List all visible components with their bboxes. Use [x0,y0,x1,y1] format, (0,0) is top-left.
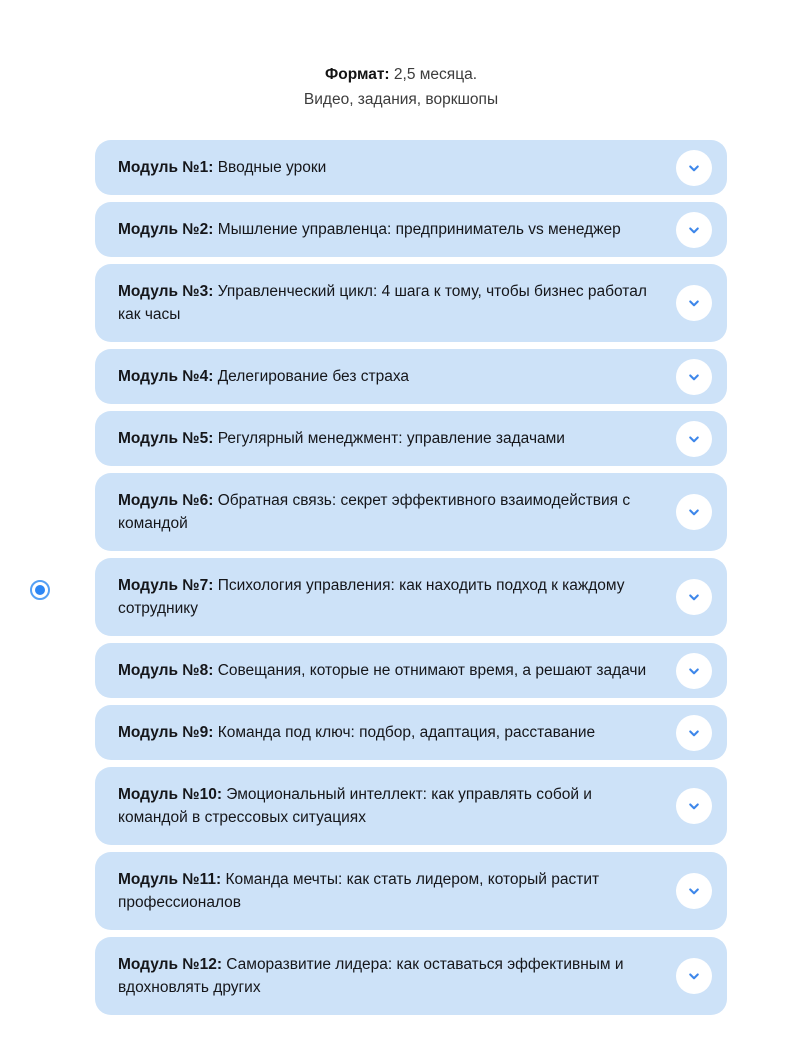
module-title-text: Мышление управленца: предприниматель vs менеджер [217,221,621,238]
module-accordion-item[interactable] [95,558,727,636]
expand-module-button[interactable] [676,212,712,248]
module-title-text: Обратная связь: секрет эффективного взаимодействия с командой [118,492,631,532]
module-title-text: Управленческий цикл: 4 шага к тому, чтобы бизнес работал как часы [118,283,647,323]
module-accordion-item[interactable] [95,643,727,698]
expand-module-button[interactable] [676,958,712,994]
module-accordion-item[interactable] [95,140,727,195]
module-title [118,365,409,388]
module-title [118,427,565,450]
module-title [118,489,657,535]
format-subtitle: Видео, задания, воркшопы [303,91,499,108]
module-number-label: Модуль №1: [118,159,214,176]
chevron-down-icon [685,588,703,606]
module-title-text: Вводные уроки [217,159,327,176]
module-title [118,218,621,241]
expand-module-button[interactable] [676,873,712,909]
module-number-label: Модуль №6: [118,492,214,509]
module-title [118,280,657,326]
module-accordion-item[interactable] [95,937,727,1015]
chevron-down-icon [685,882,703,900]
module-accordion-item[interactable] [95,705,727,760]
expand-module-button[interactable] [676,653,712,689]
expand-module-button[interactable] [676,150,712,186]
expand-module-button[interactable] [676,715,712,751]
module-title [118,783,657,829]
module-title [118,721,595,744]
module-title [118,574,657,620]
chevron-down-icon [685,797,703,815]
module-accordion-item[interactable] [95,473,727,551]
chevron-down-icon [685,724,703,742]
module-title [118,953,657,999]
radio-selected-dot [35,585,45,595]
module-number-label: Модуль №8: [118,662,214,679]
format-label: Формат: [325,66,390,83]
expand-module-button[interactable] [676,421,712,457]
format-header [0,62,802,112]
module-title [118,659,646,682]
module-accordion-item[interactable] [95,349,727,404]
module-number-label: Модуль №11: [118,871,222,888]
expand-module-button[interactable] [676,494,712,530]
chevron-down-icon [685,368,703,386]
expand-module-button[interactable] [676,359,712,395]
module-number-label: Модуль №2: [118,221,214,238]
module-number-label: Модуль №3: [118,283,214,300]
chevron-down-icon [685,159,703,177]
module-number-label: Модуль №4: [118,368,214,385]
module-number-label: Модуль №12: [118,956,222,973]
module-accordion-item[interactable] [95,411,727,466]
module-title [118,868,657,914]
format-value: 2,5 месяца. [393,66,477,83]
module-number-label: Модуль №10: [118,786,222,803]
expand-module-button[interactable] [676,788,712,824]
module-radio-button[interactable] [30,580,50,600]
expand-module-button[interactable] [676,579,712,615]
module-title [118,156,326,179]
module-number-label: Модуль №9: [118,724,214,741]
module-title-text: Психология управления: как находить подход к каждому сотруднику [118,577,625,617]
chevron-down-icon [685,294,703,312]
expand-module-button[interactable] [676,285,712,321]
chevron-down-icon [685,967,703,985]
module-title-text: Эмоциональный интеллект: как управлять собой и командой в стрессовых ситуациях [118,786,592,826]
chevron-down-icon [685,430,703,448]
module-title-text: Совещания, которые не отнимают время, а решают задачи [217,662,647,679]
chevron-down-icon [685,221,703,239]
module-list [95,140,727,1015]
chevron-down-icon [685,662,703,680]
module-number-label: Модуль №7: [118,577,214,594]
module-title-text: Регулярный менеджмент: управление задачами [217,430,565,447]
module-accordion-item[interactable] [95,852,727,930]
module-accordion-item[interactable] [95,767,727,845]
module-title-text: Саморазвитие лидера: как оставаться эффективным и вдохновлять других [118,956,624,996]
module-accordion-item[interactable] [95,202,727,257]
module-number-label: Модуль №5: [118,430,214,447]
module-title-text: Делегирование без страха [217,368,410,385]
module-title-text: Команда под ключ: подбор, адаптация, расставание [217,724,596,741]
module-accordion-item[interactable] [95,264,727,342]
chevron-down-icon [685,503,703,521]
module-title-text: Команда мечты: как стать лидером, который растит профессионалов [118,871,600,911]
format-line [0,62,802,87]
